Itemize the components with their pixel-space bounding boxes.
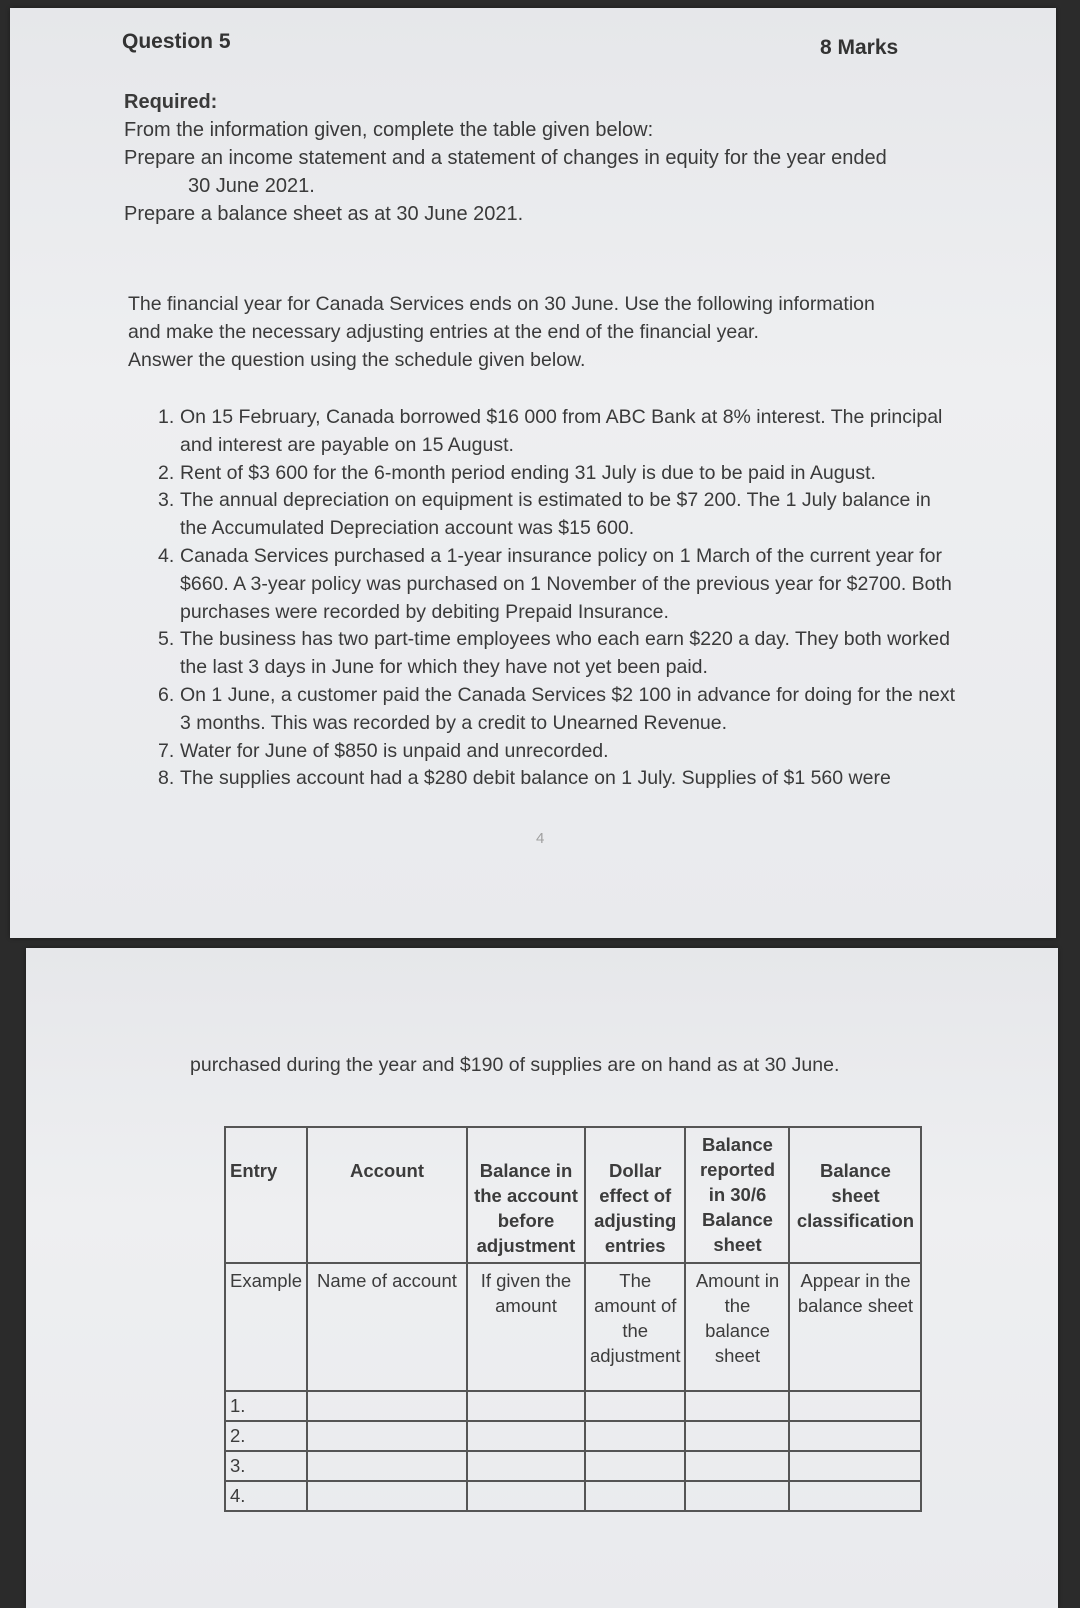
intro-line-3: Answer the question using the schedule given below. <box>128 349 586 371</box>
row-class-cell[interactable] <box>789 1451 921 1481</box>
row-reported-cell[interactable] <box>685 1421 789 1451</box>
header-account: Account <box>307 1127 467 1263</box>
adjustment-schedule-table <box>224 1126 922 1512</box>
header-dollar-effect: Dollar effect of adjusting entries <box>585 1127 686 1263</box>
row-class-cell[interactable] <box>789 1481 921 1511</box>
table-row <box>225 1481 921 1511</box>
question-title: Question 5 <box>122 30 231 53</box>
required-line-3: Prepare a balance sheet as at 30 June 2021. <box>124 203 524 225</box>
row-balance-cell[interactable] <box>467 1421 585 1451</box>
continuation-text: purchased during the year and $190 of supplies are on hand as at 30 June. <box>190 1054 840 1076</box>
example-entry: Example <box>225 1263 307 1391</box>
row-entry: 2. <box>225 1421 307 1451</box>
row-entry: 3. <box>225 1451 307 1481</box>
page-number: 4 <box>536 830 545 847</box>
intro-line-2: and make the necessary adjusting entries at the end of the financial year. <box>128 321 759 343</box>
question-marks: 8 Marks <box>820 36 899 59</box>
table-row <box>225 1451 921 1481</box>
list-item: 2. Rent of $3 600 for the 6-month period ending 31 July is due to be paid in August. <box>158 461 876 484</box>
page-top <box>10 8 1056 938</box>
page-bottom <box>26 948 1058 1608</box>
example-dollar-effect: The amount of the adjustment <box>585 1263 686 1391</box>
intro-line-1: The financial year for Canada Services ends on 30 June. Use the following information <box>128 293 875 315</box>
table-row <box>225 1391 921 1421</box>
list-item: 4. Canada Services purchased a 1-year insurance policy on 1 March of the current year for $660. A 3-year policy was purchased on 1 November of the previous year for $2700. Both purchases were recorded by debiting Prepaid Insurance. <box>158 544 952 623</box>
row-reported-cell[interactable] <box>685 1481 789 1511</box>
row-account-cell[interactable] <box>307 1481 467 1511</box>
example-balance-reported: Amount in the balance sheet <box>685 1263 789 1391</box>
required-line-2: Prepare an income statement and a statement of changes in equity for the year ended <box>124 147 887 169</box>
list-item: 6. On 1 June, a customer paid the Canada Services $2 100 in advance for doing for the next 3 months. This was recorded by a credit to Unearned Revenue. <box>158 683 956 734</box>
table-row-example <box>225 1263 921 1391</box>
table-row <box>225 1421 921 1451</box>
row-balance-cell[interactable] <box>467 1451 585 1481</box>
list-item: 5. The business has two part-time employees who each earn $220 a day. They both worked the last 3 days in June for which they have not yet been paid. <box>158 628 950 679</box>
list-item: 8. The supplies account had a $280 debit balance on 1 July. Supplies of $1 560 were <box>158 767 891 790</box>
header-classification: Balance sheet classification <box>789 1127 921 1263</box>
row-account-cell[interactable] <box>307 1421 467 1451</box>
row-balance-cell[interactable] <box>467 1391 585 1421</box>
row-account-cell[interactable] <box>307 1391 467 1421</box>
row-dollar-cell[interactable] <box>585 1451 686 1481</box>
row-class-cell[interactable] <box>789 1391 921 1421</box>
required-line-2b: 30 June 2021. <box>188 175 315 197</box>
row-entry: 1. <box>225 1391 307 1421</box>
required-line-1: From the information given, complete the table given below: <box>124 119 654 141</box>
example-balance-before: If given the amount <box>467 1263 585 1391</box>
example-classification: Appear in the balance sheet <box>789 1263 921 1391</box>
required-heading: Required: <box>124 91 218 113</box>
example-account: Name of account <box>307 1263 467 1391</box>
row-class-cell[interactable] <box>789 1421 921 1451</box>
intro-paragraph <box>128 290 988 374</box>
row-reported-cell[interactable] <box>685 1451 789 1481</box>
row-dollar-cell[interactable] <box>585 1391 686 1421</box>
list-item: 7. Water for June of $850 is unpaid and unrecorded. <box>158 739 609 762</box>
table-header-row <box>225 1127 921 1263</box>
row-balance-cell[interactable] <box>467 1481 585 1511</box>
list-item: 1. On 15 February, Canada borrowed $16 000 from ABC Bank at 8% interest. The principal and interest are payable on 15 August. <box>158 406 943 456</box>
list-item: 3. The annual depreciation on equipment is estimated to be $7 200. The 1 July balance in the Accumulated Depreciation account was $15 600. <box>158 489 931 540</box>
row-reported-cell[interactable] <box>685 1391 789 1421</box>
row-dollar-cell[interactable] <box>585 1421 686 1451</box>
row-dollar-cell[interactable] <box>585 1481 686 1511</box>
information-list <box>158 404 958 793</box>
row-entry: 4. <box>225 1481 307 1511</box>
required-section <box>124 88 984 228</box>
header-balance-reported: Balance reported in 30/6 Balance sheet <box>685 1127 789 1263</box>
header-entry: Entry <box>225 1127 307 1263</box>
header-balance-before: Balance in the account before adjustment <box>467 1127 585 1263</box>
row-account-cell[interactable] <box>307 1451 467 1481</box>
